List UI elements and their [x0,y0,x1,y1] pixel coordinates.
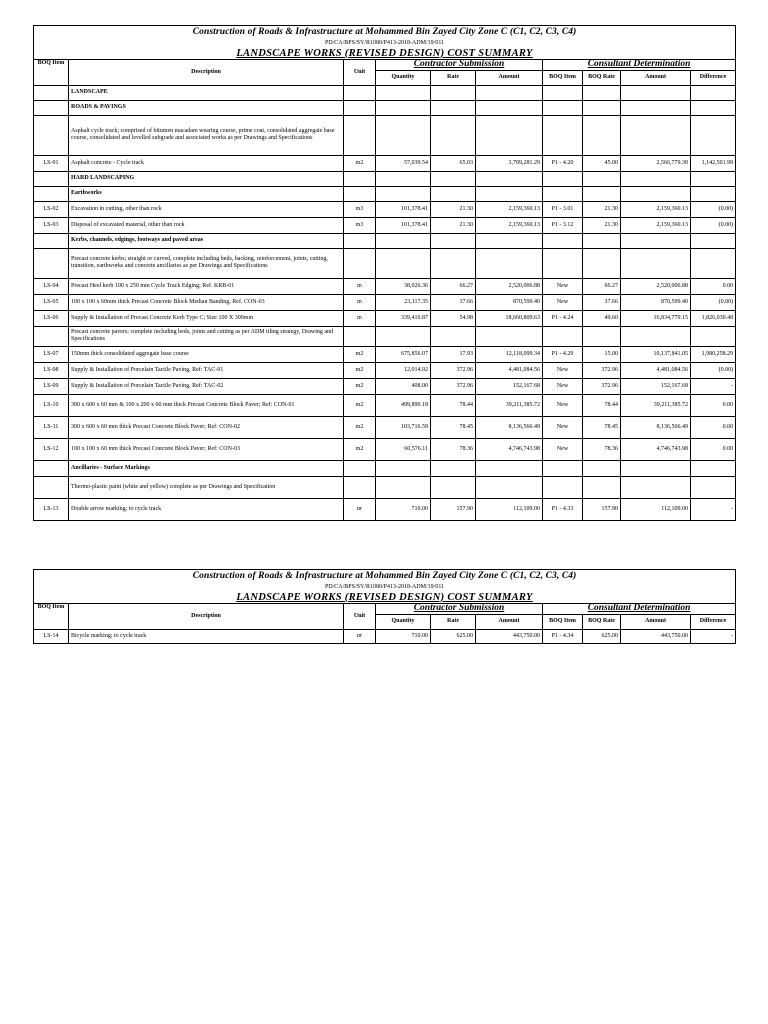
summary-title: LANDSCAPE WORKS (REVISED DESIGN) COST SUMMARY [34,592,736,604]
boq-item-cell: LS-09 [34,378,69,394]
difference-cell: 1,826,030.48 [691,310,736,326]
boq-item-cell: LS-14 [34,629,69,643]
quantity-cell: 23,117.35 [376,294,431,310]
cost-summary-sheet-1 [33,25,735,521]
rate-cell: 17.93 [431,346,476,362]
quantity-cell: 101,378.41 [376,201,431,217]
consultant-amount-cell: 2,566,779.30 [621,155,691,171]
table-row [34,310,736,326]
rate-cell: 66.27 [431,278,476,294]
difference-cell: 0.00 [691,416,736,438]
description-cell: 300 x 600 x 60 mm & 100 x 200 x 60 mm thick Precast Concrete Block Paver; Ref: CON-01 [69,394,344,416]
consultant-amount-cell: 16,834,779.15 [621,310,691,326]
boq-item-cell: LS-12 [34,438,69,460]
boq-item-cell: LS-08 [34,362,69,378]
consultant-boq-item-cell: New [543,416,583,438]
col-consultant-boq-item: BOQ Item [543,70,583,85]
amount-cell: 2,159,360.13 [476,217,543,233]
difference-cell: - [691,498,736,520]
quantity-cell: 12,014.92 [376,362,431,378]
rate-cell: 65.03 [431,155,476,171]
boq-rate-cell: 21.30 [583,201,621,217]
consultant-amount-cell: 443,750.00 [621,629,691,643]
description-cell: Double arrow marking; to cycle track [69,498,344,520]
rate-cell: 372.96 [431,378,476,394]
section-row [34,186,736,201]
col-rate: Rate [431,614,476,629]
unit-cell: m3 [344,201,376,217]
col-consultant-amount: Amount [621,614,691,629]
col-difference: Difference [691,70,736,85]
table-row [34,278,736,294]
description-cell: 100 x 100 x 60 mm thick Precast Concrete Block Paver; Ref: CON-03 [69,438,344,460]
col-rate: Rate [431,70,476,85]
consultant-amount-cell: 4,481,084.56 [621,362,691,378]
col-description: Description [69,59,344,85]
consultant-amount-cell: 870,599.40 [621,294,691,310]
consultant-boq-item-cell: P1 - 4.33 [543,498,583,520]
boq-rate-cell: 21.30 [583,217,621,233]
difference-cell: 1,980,258.29 [691,346,736,362]
col-unit: Unit [344,59,376,85]
description-cell: Disposal of excavated material, other than rock [69,217,344,233]
description-cell: Supply & Installation of Precast Concrete Kerb Type C; Size 100 X 300mm [69,310,344,326]
consultant-amount-cell: 8,136,566.49 [621,416,691,438]
table-row [34,438,736,460]
table-row [34,201,736,217]
difference-cell: (0.00) [691,294,736,310]
difference-cell: 1,142,501.99 [691,155,736,171]
amount-cell: 2,159,360.13 [476,201,543,217]
consultant-determination-header: Consultant Determination [543,603,736,614]
section-row [34,460,736,476]
unit-cell: m3 [344,217,376,233]
boq-rate-cell: 372.96 [583,362,621,378]
unit-cell: m2 [344,346,376,362]
difference-cell: - [691,378,736,394]
table-row [34,378,736,394]
section-heading: ROADS & PAVINGS [69,100,344,115]
consultant-amount-cell: 152,167.68 [621,378,691,394]
col-difference: Difference [691,614,736,629]
col-quantity: Quantity [376,70,431,85]
amount-cell: 443,750.00 [476,629,543,643]
description-cell: Asphalt concrete - Cycle track [69,155,344,171]
consultant-boq-item-cell: P1 - 4.24 [543,310,583,326]
boq-item-cell: LS-07 [34,346,69,362]
section-heading: Earthworks [69,186,344,201]
consultant-amount-cell: 2,520,006.88 [621,278,691,294]
boq-rate-cell: 78.44 [583,394,621,416]
rate-cell: 78.44 [431,394,476,416]
difference-cell: 0.00 [691,278,736,294]
boq-item-cell: LS-02 [34,201,69,217]
table-row [34,416,736,438]
amount-cell: 3,709,281.29 [476,155,543,171]
col-boq-item: BOQ Item [34,59,69,85]
amount-cell: 4,746,743.98 [476,438,543,460]
unit-cell: m2 [344,438,376,460]
difference-cell: - [691,629,736,643]
consultant-boq-item-cell: New [543,294,583,310]
unit-cell: nr [344,629,376,643]
consultant-boq-item-cell: New [543,362,583,378]
amount-cell: 2,520,006.88 [476,278,543,294]
rate-cell: 21.30 [431,217,476,233]
description-cell: 100 x 100 x 60mm thick Precast Concrete Block Median Banding, Ref. CON-03 [69,294,344,310]
cost-summary-table [33,569,736,644]
difference-cell: 0.00 [691,394,736,416]
boq-rate-cell: 49.60 [583,310,621,326]
consultant-boq-item-cell: P1 - 3.12 [543,217,583,233]
col-consultant-boq-item: BOQ Item [543,614,583,629]
amount-cell: 18,660,809.63 [476,310,543,326]
section-heading: HARD LANDSCAPING [69,171,344,186]
consultant-boq-item-cell: P1 - 4.29 [543,346,583,362]
unit-cell: m2 [344,416,376,438]
contractor-submission-header: Contractor Submission [376,603,543,614]
quantity-cell: 101,378.41 [376,217,431,233]
cost-summary-table [33,25,736,521]
consultant-boq-item-cell: P1 - 4.34 [543,629,583,643]
description-cell: 150mm thick consolidated aggregate base course [69,346,344,362]
table-row [34,498,736,520]
rate-cell: 78.36 [431,438,476,460]
boq-item-cell: LS-10 [34,394,69,416]
col-quantity: Quantity [376,614,431,629]
table-row [34,629,736,643]
quantity-cell: 57,039.54 [376,155,431,171]
summary-title: LANDSCAPE WORKS (REVISED DESIGN) COST SUMMARY [34,48,736,60]
boq-item-cell: LS-03 [34,217,69,233]
rate-cell: 157.90 [431,498,476,520]
table-row [34,294,736,310]
difference-cell: (0.00) [691,201,736,217]
table-row [34,394,736,416]
section-row [34,171,736,186]
amount-cell: 4,481,084.56 [476,362,543,378]
quantity-cell: 408.00 [376,378,431,394]
quantity-cell: 103,716.59 [376,416,431,438]
col-unit: Unit [344,603,376,629]
boq-item-cell: LS-13 [34,498,69,520]
section-note: Precast concrete pavers; complete including beds, joints and cutting as per ADM tiling strategy, Drawing and Specifications [69,326,344,346]
rate-cell: 37.66 [431,294,476,310]
table-row [34,362,736,378]
rate-cell: 21.30 [431,201,476,217]
difference-cell: (0.00) [691,362,736,378]
consultant-boq-item-cell: New [543,394,583,416]
rate-cell: 78.45 [431,416,476,438]
amount-cell: 112,109.00 [476,498,543,520]
rate-cell: 372.96 [431,362,476,378]
section-note: Thermo-plastic paint (white and yellow) complete as per Drawings and Specification [69,476,344,498]
section-heading: Ancillaries - Surface Markings [69,460,344,476]
boq-rate-cell: 66.27 [583,278,621,294]
difference-cell: 0.00 [691,438,736,460]
unit-cell: m2 [344,155,376,171]
col-boq-rate: BOQ Rate [583,614,621,629]
quantity-cell: 499,890.18 [376,394,431,416]
description-cell: Supply & Installation of Porcelain Tactile Paving, Ref: TAC-02 [69,378,344,394]
boq-rate-cell: 78.36 [583,438,621,460]
project-title: Construction of Roads & Infrastructure at Mohammed Bin Zayed City Zone C (C1, C2, C3, C4) [34,26,736,39]
unit-cell: m2 [344,362,376,378]
quantity-cell: 339,410.87 [376,310,431,326]
consultant-amount-cell: 10,137,841.05 [621,346,691,362]
note-row [34,326,736,346]
document-reference: PD/CA/BPS/SY/R1080/P413-2018-ADM/19/011 [34,583,736,592]
boq-rate-cell: 15.00 [583,346,621,362]
col-description: Description [69,603,344,629]
consultant-boq-item-cell: New [543,438,583,460]
document-reference: PD/CA/BPS/SY/R1080/P413-2018-ADM/19/011 [34,39,736,48]
amount-cell: 152,167.68 [476,378,543,394]
col-boq-rate: BOQ Rate [583,70,621,85]
table-row [34,155,736,171]
boq-item-cell: LS-11 [34,416,69,438]
quantity-cell: 710.00 [376,498,431,520]
consultant-amount-cell: 2,159,360.13 [621,217,691,233]
boq-item-cell: LS-04 [34,278,69,294]
note-row [34,476,736,498]
boq-rate-cell: 157.90 [583,498,621,520]
section-note: Asphalt cycle track; comprised of bitumen macadam wearing course, prime coat, consolidated aggregate base course, consolidated and levelled subgrade and associated works as per Drawings and Specifications [69,115,344,155]
unit-cell: m [344,278,376,294]
col-consultant-amount: Amount [621,70,691,85]
description-cell: Precast Heel kerb 100 x 250 mm Cycle Track Edging; Ref. KRB-01 [69,278,344,294]
difference-cell: (0.00) [691,217,736,233]
consultant-amount-cell: 39,211,385.72 [621,394,691,416]
quantity-cell: 675,856.07 [376,346,431,362]
description-cell: 300 x 600 x 60 mm thick Precast Concrete Block Paver; Ref: CON-02 [69,416,344,438]
boq-rate-cell: 372.96 [583,378,621,394]
consultant-boq-item-cell: New [543,378,583,394]
rate-cell: 625.00 [431,629,476,643]
unit-cell: m [344,310,376,326]
amount-cell: 12,118,099.34 [476,346,543,362]
boq-rate-cell: 45.00 [583,155,621,171]
quantity-cell: 38,026.36 [376,278,431,294]
unit-cell: m [344,294,376,310]
unit-cell: m2 [344,378,376,394]
project-title: Construction of Roads & Infrastructure at Mohammed Bin Zayed City Zone C (C1, C2, C3, C4) [34,570,736,583]
quantity-cell: 710.00 [376,629,431,643]
amount-cell: 39,211,385.72 [476,394,543,416]
consultant-boq-item-cell: New [543,278,583,294]
quantity-cell: 60,576.11 [376,438,431,460]
section-row [34,233,736,248]
cost-summary-sheet-2 [33,569,735,644]
note-row [34,115,736,155]
section-note: Precast concrete kerbs; straight or curved, complete including beds, backing, reinforcement, joints, cutting, transition, earthworks and concrete ancillaries as per Drawings and Specifications [69,248,344,278]
section-row [34,85,736,100]
consultant-amount-cell: 4,746,743.98 [621,438,691,460]
col-amount: Amount [476,614,543,629]
section-heading: Kerbs, channels, edgings, footways and paved areas [69,233,344,248]
consultant-boq-item-cell: P1 - 4.20 [543,155,583,171]
boq-rate-cell: 37.66 [583,294,621,310]
col-boq-item: BOQ Item [34,603,69,629]
table-row [34,346,736,362]
boq-item-cell: LS-05 [34,294,69,310]
note-row [34,248,736,278]
col-amount: Amount [476,70,543,85]
contractor-submission-header: Contractor Submission [376,59,543,70]
boq-item-cell: LS-06 [34,310,69,326]
boq-rate-cell: 78.45 [583,416,621,438]
consultant-boq-item-cell: P1 - 3.01 [543,201,583,217]
unit-cell: m2 [344,394,376,416]
consultant-amount-cell: 112,109.00 [621,498,691,520]
amount-cell: 8,136,566.49 [476,416,543,438]
section-heading: LANDSCAPE [69,85,344,100]
section-row [34,100,736,115]
boq-item-cell: LS-01 [34,155,69,171]
amount-cell: 870,599.40 [476,294,543,310]
unit-cell: nr [344,498,376,520]
consultant-amount-cell: 2,159,360.13 [621,201,691,217]
description-cell: Bicycle marking; to cycle track [69,629,344,643]
description-cell: Excavation in cutting, other than rock [69,201,344,217]
boq-rate-cell: 625.00 [583,629,621,643]
table-row [34,217,736,233]
rate-cell: 54.98 [431,310,476,326]
consultant-determination-header: Consultant Determination [543,59,736,70]
description-cell: Supply & Installation of Porcelain Tactile Paving, Ref: TAC-01 [69,362,344,378]
